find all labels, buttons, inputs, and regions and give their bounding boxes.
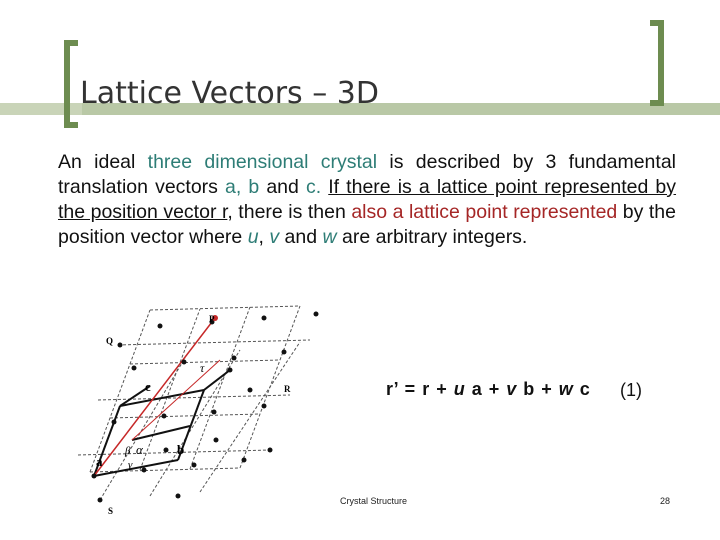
left-bracket-decoration	[64, 40, 78, 128]
highlight-text: three dimensional crystal	[147, 151, 378, 173]
label-beta: β	[125, 445, 131, 457]
equation-part: a +	[464, 379, 507, 399]
label-b: b	[177, 442, 185, 457]
tau-vector-line	[132, 360, 220, 440]
body-paragraph	[58, 150, 676, 250]
text-run: are arbitrary integers.	[336, 226, 528, 248]
equation-number: (1)	[620, 380, 642, 400]
text-run: is described by 3 fundamental translation vectors	[58, 151, 676, 198]
underlined-text: If there is a lattice point represented by the position vector r	[58, 176, 677, 223]
equation-variable-v: v	[506, 379, 517, 399]
right-bracket-decoration	[650, 20, 664, 106]
text-run: ,	[258, 226, 270, 248]
text-run: by the position vector where	[58, 201, 676, 248]
equation-part: c	[572, 379, 590, 399]
label-p: P	[209, 314, 215, 324]
lattice-points	[92, 312, 319, 503]
equation-part: b +	[516, 379, 559, 399]
page-number: 28	[660, 496, 671, 506]
lattice-equation	[386, 379, 590, 400]
footer-text: Crystal Structure	[340, 496, 408, 506]
variable-u: u	[247, 226, 259, 248]
text-run: , there is then	[227, 201, 352, 223]
lattice-diagram	[70, 300, 330, 525]
emphasis-text: also a lattice point represented	[351, 201, 618, 223]
highlight-text: a, b	[225, 176, 260, 198]
text-run: and	[279, 226, 323, 248]
text-run: and	[259, 176, 306, 198]
variable-v: v	[269, 226, 280, 248]
label-c: c	[145, 379, 151, 394]
label-alpha: α	[136, 442, 143, 457]
label-a: a	[96, 454, 103, 469]
equation-variable-w: w	[558, 379, 573, 399]
label-r: R	[284, 384, 291, 394]
label-tau: τ	[200, 361, 205, 375]
equation-variable-u: u	[453, 379, 465, 399]
equation-part: r’ = r +	[386, 379, 454, 399]
label-gamma: γ	[128, 459, 133, 471]
slide-title: Lattice Vectors – 3D	[80, 76, 379, 111]
label-s: S	[108, 506, 114, 516]
label-q: Q	[106, 336, 114, 346]
text-run: An ideal	[58, 151, 148, 173]
variable-w: w	[322, 226, 337, 248]
highlight-text: c.	[305, 176, 322, 198]
